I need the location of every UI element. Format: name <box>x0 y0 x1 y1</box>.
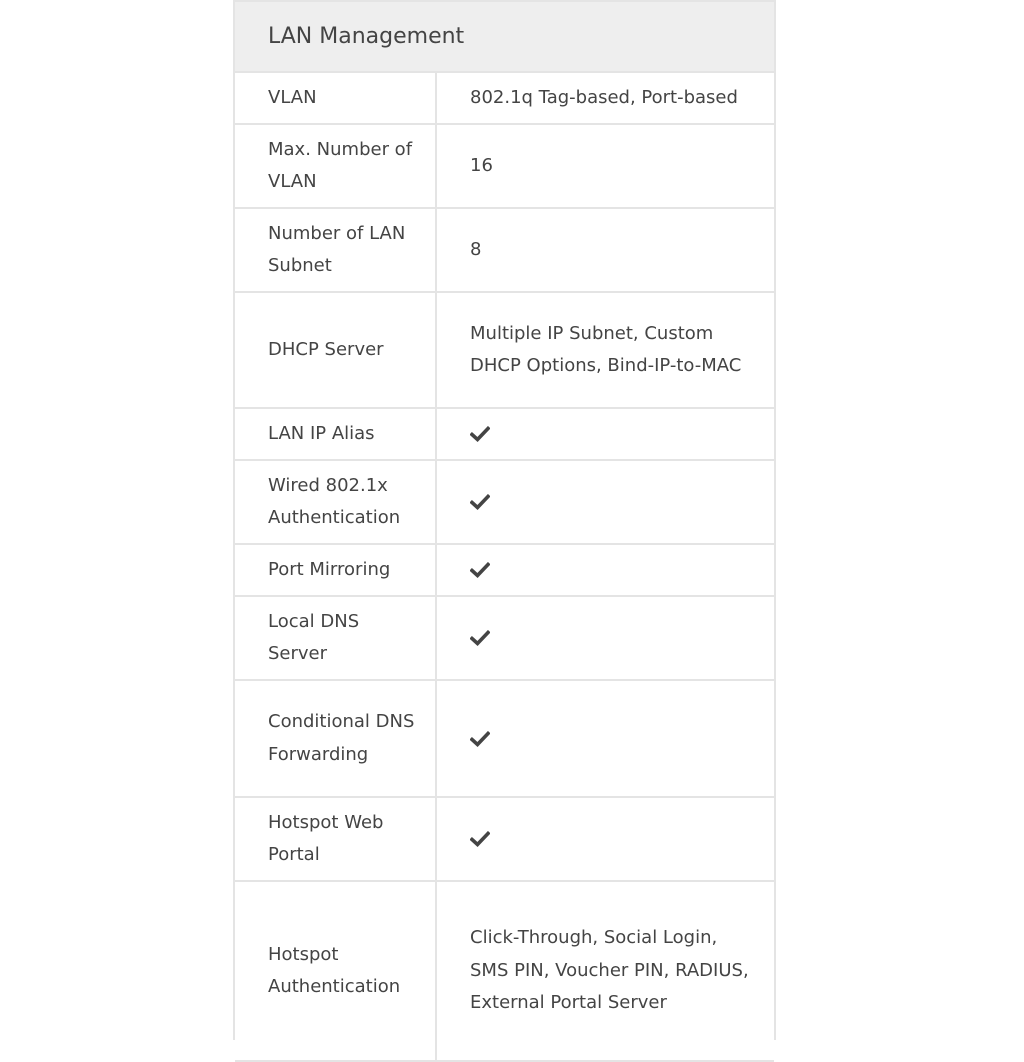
table-row <box>235 882 774 1062</box>
row-value <box>437 409 774 459</box>
check-icon <box>470 426 490 442</box>
check-icon <box>470 831 490 847</box>
row-label: Hotspot Authentication <box>235 882 437 1060</box>
table-row <box>235 409 774 461</box>
row-label: Number of LAN Subnet <box>235 209 437 291</box>
check-icon <box>470 731 490 747</box>
row-value: Multiple IP Subnet, Custom DHCP Options, Bind-IP-to-MAC <box>470 322 742 376</box>
row-value: 802.1q Tag-based, Port-based <box>470 86 738 108</box>
row-value: 16 <box>470 154 493 176</box>
table-row <box>235 209 774 293</box>
table-row <box>235 461 774 545</box>
row-value: Click-Through, Social Login, SMS PIN, Voucher PIN, RADIUS, External Portal Server <box>470 927 749 1014</box>
spec-table <box>233 0 776 1040</box>
row-value <box>437 461 774 543</box>
row-value <box>437 681 774 796</box>
row-value <box>437 798 774 880</box>
row-value <box>437 597 774 679</box>
table-title: LAN Management <box>235 0 774 73</box>
table-row <box>235 125 774 209</box>
row-label: Max. Number of VLAN <box>235 125 437 207</box>
row-value <box>437 545 774 595</box>
check-icon <box>470 494 490 510</box>
table-row <box>235 597 774 681</box>
row-label: Hotspot Web Portal <box>235 798 437 880</box>
row-label: Local DNS Server <box>235 597 437 679</box>
row-label: Wired 802.1x Authentication <box>235 461 437 543</box>
row-value: 8 <box>470 238 482 260</box>
row-label: Port Mirroring <box>235 545 437 595</box>
row-label: Conditional DNS Forwarding <box>235 681 437 796</box>
table-row <box>235 73 774 125</box>
table-row <box>235 681 774 798</box>
check-icon <box>470 562 490 578</box>
table-row <box>235 545 774 597</box>
table-row <box>235 293 774 409</box>
row-label: LAN IP Alias <box>235 409 437 459</box>
table-row <box>235 798 774 882</box>
check-icon <box>470 630 490 646</box>
row-label: DHCP Server <box>235 293 437 407</box>
row-label: VLAN <box>235 73 437 123</box>
